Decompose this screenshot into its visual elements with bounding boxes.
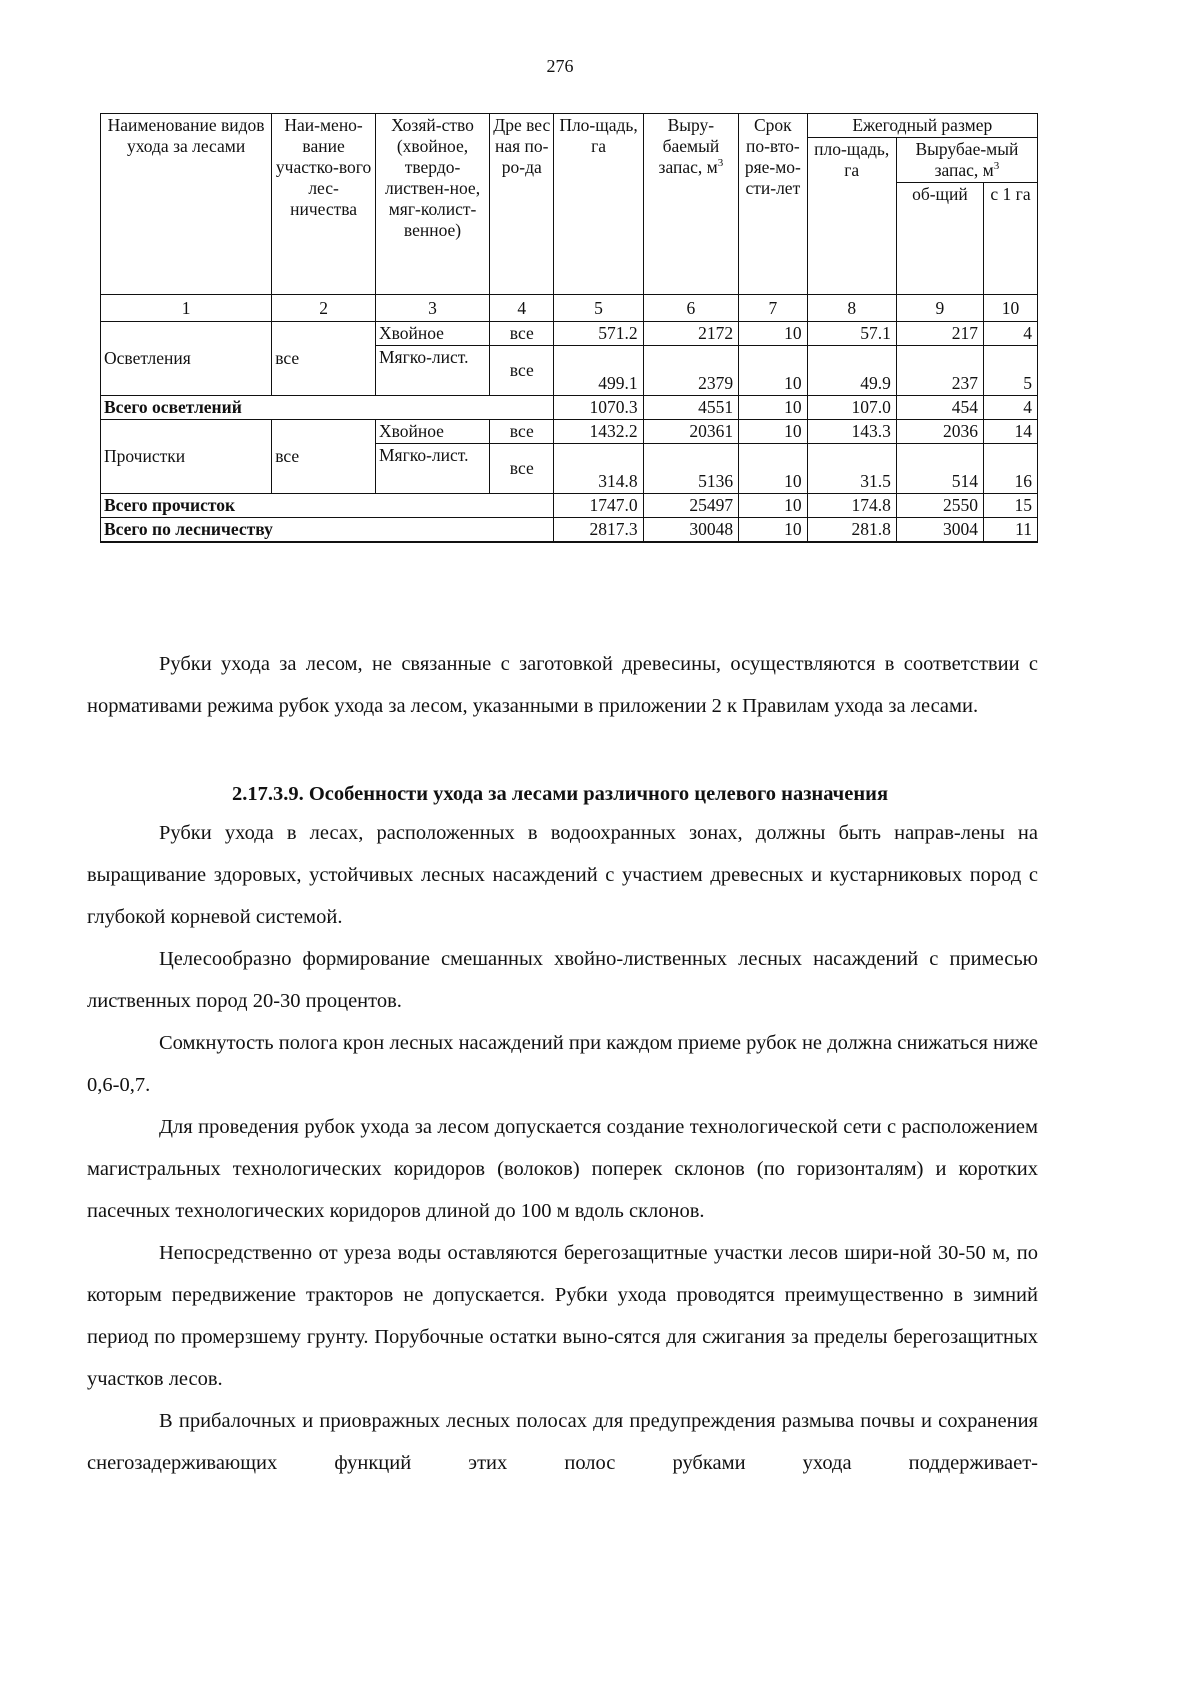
area-cell: 499.1 [554,346,643,396]
per-ha-cell: 4 [983,322,1037,346]
paragraph-block-2 [87,812,1038,1484]
per-ha-cell: 15 [983,494,1037,518]
species-cell: все [490,444,554,494]
column-number: 3 [375,295,489,322]
paragraph: Целесообразно формирование смешанных хвойно-лиственных лесных насаждений с примесью лиственных пород 20-30 процентов. [87,948,1038,1012]
volume-cell: 2172 [643,322,738,346]
subtotal-row [101,494,1038,518]
column-number: 6 [643,295,738,322]
paragraph: Сомкнутость полога крон лесных насаждений при каждом приеме рубок не должна снижаться ниже 0,6-0,7. [87,1032,1038,1096]
column-number: 10 [983,295,1037,322]
per-ha-cell: 14 [983,420,1037,444]
header-volume-text: Выру-баемый запас, м [658,115,720,177]
period-cell: 10 [739,396,807,420]
period-cell: 10 [739,322,807,346]
species-cell: все [490,346,554,396]
paragraph: Непосредственно от уреза воды оставляются берегозащитные участки лесов шири-ной 30-50 м, по которым передвижение тракторов не допускается. Рубки ухода проводятся преимущественно в зимний период по промерзшему грунту. Порубочные остатки выно-сятся для сжигания за пределы берегозащитных участков лесов. [87,1242,1038,1390]
section-heading: 2.17.3.9. Особенности ухода за лесами различного целевого назначения [231,783,889,805]
volume-cell: 5136 [643,444,738,494]
annual-area-cell: 31.5 [807,444,896,494]
header-species: Дре вес ная по-ро-да [490,114,554,295]
area-cell: 571.2 [554,322,643,346]
annual-area-cell: 174.8 [807,494,896,518]
volume-cell: 4551 [643,396,738,420]
area-cell: 2817.3 [554,518,643,543]
header-annual-volume-sup: 3 [993,160,1000,173]
header-annual-area: пло-щадь, га [807,138,896,295]
subtotal-row [101,396,1038,420]
care-type-cell: Прочистки [101,420,272,494]
header-annual-volume [896,138,1037,183]
subtotal-label: Всего осветлений [101,396,554,420]
area-cell: 1747.0 [554,494,643,518]
farm-cell: Хвойное [375,420,489,444]
volume-cell: 25497 [643,494,738,518]
forestry-cell: все [272,420,376,494]
paragraph: Для проведения рубок ухода за лесом допускается создание технологической сети с расположением магистральных технологических коридоров (волоков) поперек склонов (по горизонталям) и коротких пасечных технологических коридоров длиной до 100 м вдоль склонов. [87,1116,1038,1222]
period-cell: 10 [739,420,807,444]
column-number: 1 [101,295,272,322]
period-cell: 10 [739,346,807,396]
paragraph: Рубки ухода за лесом, не связанные с заготовкой древесины, осуществляются в соответствии с нормативами режима рубок ухода за лесом, указанными в приложении 2 к Правилам ухода за лесами. [87,653,1038,717]
column-number: 4 [490,295,554,322]
header-row-1 [101,114,1038,138]
annual-area-cell: 49.9 [807,346,896,396]
annual-volume-cell: 514 [896,444,983,494]
header-care-type: Наименование видов ухода за лесами [101,114,272,295]
area-cell: 314.8 [554,444,643,494]
period-cell: 10 [739,494,807,518]
forestry-cell: все [272,322,376,396]
per-ha-cell: 11 [983,518,1037,543]
header-forestry: Наи-мено-вание участко-вого лес-ничества [272,114,376,295]
per-ha-cell: 16 [983,444,1037,494]
annual-area-cell: 57.1 [807,322,896,346]
table-row [101,322,1038,346]
volume-cell: 30048 [643,518,738,543]
subtotal-label: Всего прочисток [101,494,554,518]
area-cell: 1432.2 [554,420,643,444]
header-farm: Хозяй-ство (хвойное, твердо-листвен-ное, мяг-колист-венное) [375,114,489,295]
page-number: 276 [546,56,574,76]
header-volume-sup: 3 [717,157,724,170]
header-annual-volume-text: Вырубае-мый запас, м [915,139,1019,180]
paragraph: Рубки ухода в лесах, расположенных в водоохранных зонах, должны быть направ-лены на выращивание здоровых, устойчивых лесных насаждений с участием древесных и кустарниковых пород с глубокой корневой системой. [87,822,1038,928]
paragraph: В прибалочных и приовражных лесных полосах для предупреждения размыва почвы и сохранения снегозадерживающих функций этих полос рубками ухода поддерживает- [87,1410,1038,1474]
column-number-row [101,295,1038,322]
species-cell: все [490,322,554,346]
volume-cell: 2379 [643,346,738,396]
annual-volume-cell: 237 [896,346,983,396]
grand-total-label: Всего по лесничеству [101,518,554,543]
header-per-ha: с 1 га [983,183,1037,295]
header-volume [643,114,738,295]
table-row [101,420,1038,444]
species-cell: все [490,420,554,444]
header-annual: Ежегодный размер [807,114,1037,138]
period-cell: 10 [739,444,807,494]
annual-area-cell: 143.3 [807,420,896,444]
header-total: об-щий [896,183,983,295]
annual-volume-cell: 2036 [896,420,983,444]
column-number: 7 [739,295,807,322]
annual-volume-cell: 3004 [896,518,983,543]
column-number: 9 [896,295,983,322]
farm-cell: Мягко-лист. [375,444,489,494]
annual-volume-cell: 217 [896,322,983,346]
header-area: Пло-щадь, га [554,114,643,295]
annual-volume-cell: 454 [896,396,983,420]
per-ha-cell: 5 [983,346,1037,396]
column-number: 8 [807,295,896,322]
annual-volume-cell: 2550 [896,494,983,518]
care-type-cell: Осветления [101,322,272,396]
column-number: 5 [554,295,643,322]
farm-cell: Хвойное [375,322,489,346]
per-ha-cell: 4 [983,396,1037,420]
period-cell: 10 [739,518,807,543]
column-number: 2 [272,295,376,322]
header-period: Срок по-вто-ряе-мо-сти-лет [739,114,807,295]
annual-area-cell: 107.0 [807,396,896,420]
forest-care-table [100,113,1038,543]
farm-cell: Мягко-лист. [375,346,489,396]
area-cell: 1070.3 [554,396,643,420]
volume-cell: 20361 [643,420,738,444]
annual-area-cell: 281.8 [807,518,896,543]
paragraph-block-1 [87,643,1038,727]
grand-total-row [101,518,1038,543]
